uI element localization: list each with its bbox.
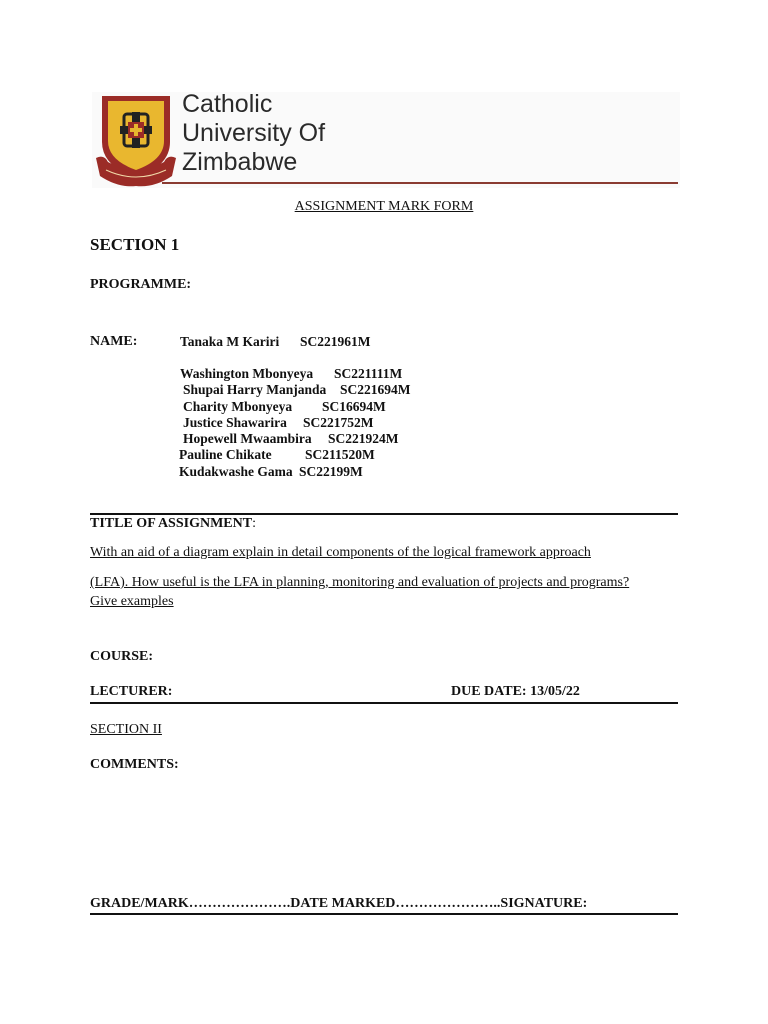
title-of-assignment-text: TITLE OF ASSIGNMENT bbox=[90, 516, 253, 531]
member-id: SC221694M bbox=[340, 382, 411, 397]
name-label: NAME: bbox=[90, 334, 138, 349]
member-name: Pauline Chikate bbox=[179, 447, 272, 462]
lecturer-label: LECTURER: bbox=[90, 684, 173, 699]
group-member bbox=[183, 415, 374, 431]
course-label: COURSE: bbox=[90, 649, 154, 664]
header-divider bbox=[162, 182, 678, 184]
divider-line bbox=[90, 702, 678, 704]
university-name bbox=[182, 90, 325, 177]
member-name: Hopewell Mwaambira bbox=[183, 431, 312, 446]
member-name: Tanaka M Kariri bbox=[180, 334, 280, 349]
section-2-heading: SECTION II bbox=[90, 722, 162, 737]
university-crest-logo bbox=[94, 92, 178, 188]
member-id: SC221961M bbox=[300, 334, 371, 349]
university-name-line: Catholic bbox=[182, 90, 273, 118]
assignment-title-line: (LFA). How useful is the LFA in planning, monitoring and evaluation of projects and programs? bbox=[90, 575, 630, 590]
member-id: SC221111M bbox=[334, 366, 403, 381]
group-member bbox=[179, 464, 363, 480]
member-name: Justice Shawarira bbox=[183, 415, 287, 430]
divider-line bbox=[90, 513, 678, 515]
group-member bbox=[179, 447, 375, 463]
group-member bbox=[183, 382, 411, 398]
assignment-title-line: With an aid of a diagram explain in detail components of the logical framework approach bbox=[90, 545, 591, 560]
group-member bbox=[183, 399, 386, 415]
label-colon: : bbox=[252, 516, 256, 531]
due-date-label: DUE DATE: 13/05/22 bbox=[451, 684, 580, 699]
member-id: SC211520M bbox=[305, 447, 375, 462]
form-title: ASSIGNMENT MARK FORM bbox=[294, 199, 474, 214]
letterhead bbox=[92, 92, 680, 188]
group-member bbox=[180, 366, 403, 382]
member-name: Shupai Harry Manjanda bbox=[183, 382, 327, 397]
member-name: Charity Mbonyeya bbox=[183, 399, 293, 414]
assignment-title-line: Give examples bbox=[90, 594, 174, 609]
university-name-line: Zimbabwe bbox=[182, 148, 298, 176]
member-id: SC221924M bbox=[328, 431, 399, 446]
member-id: SC22199M bbox=[299, 464, 363, 479]
divider-line bbox=[90, 913, 678, 915]
member-id: SC16694M bbox=[322, 399, 386, 414]
comments-label: COMMENTS: bbox=[90, 757, 179, 772]
member-name: Washington Mbonyeya bbox=[180, 366, 314, 381]
programme-label: PROGRAMME: bbox=[90, 277, 192, 292]
member-name: Kudakwashe Gama bbox=[179, 464, 293, 479]
group-member bbox=[180, 334, 371, 350]
member-id: SC221752M bbox=[303, 415, 374, 430]
section-1-heading: SECTION 1 bbox=[90, 235, 180, 254]
grade-date-signature-line: GRADE/MARK………………….DATE MARKED…………………..SIGNATURE: bbox=[90, 896, 588, 911]
title-of-assignment-label bbox=[90, 516, 256, 532]
university-name-line: University Of bbox=[182, 119, 326, 147]
group-member bbox=[183, 431, 399, 447]
